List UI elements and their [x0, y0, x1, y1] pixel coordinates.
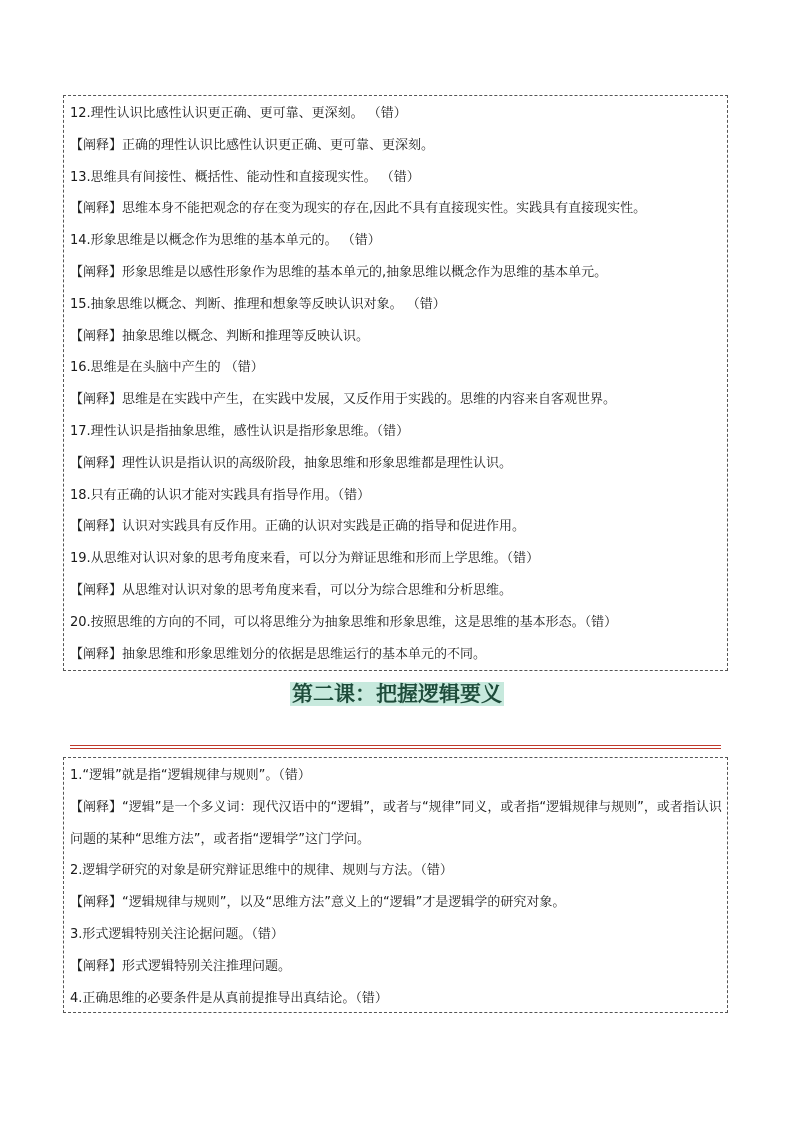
item-12: 12.理性认识比感性认识更正确、更可靠、更深刻。 （错）: [70, 106, 407, 121]
item-15: 15.抽象思维以概念、判断、推理和想象等反映认识对象。 （错）: [70, 296, 446, 312]
explanation-18: 【阐释】认识对实践具有反作用。正确的认识对实践是正确的指导和促进作用。: [70, 519, 526, 535]
item-19: 19.从思维对认识对象的思考角度来看，可以分为辩证思维和形而上学思维。（错）: [70, 551, 540, 567]
item-1: 1.“逻辑”就是指“逻辑规律与规则”。（错）: [70, 768, 311, 783]
review-box-2: [63, 757, 728, 1013]
divider-line-bottom: [70, 748, 721, 749]
explanation-16: 【阐释】思维是在实践中产生，在实践中发展，又反作用于实践的。思维的内容来自客观世界。: [70, 392, 617, 408]
explanation-20: 【阐释】抽象思维和形象思维划分的依据是思维运行的基本单元的不同。: [70, 646, 487, 662]
item-4: 4.正确思维的必要条件是从真前提推导出真结论。（错）: [70, 990, 388, 1006]
explanation-19: 【阐释】从思维对认识对象的思考角度来看，可以分为综合思维和分析思维。: [70, 582, 513, 598]
item-20: 20.按照思维的方向的不同，可以将思维分为抽象思维和形象思维，这是思维的基本形态。（错）: [70, 614, 618, 630]
explanation-17: 【阐释】理性认识是指认识的高级阶段，抽象思维和形象思维都是理性认识。: [70, 455, 513, 471]
item-17: 17.理性认识是指抽象思维，感性认识是指形象思维。（错）: [70, 423, 410, 439]
explanation-15: 【阐释】抽象思维以概念、判断和推理等反映认识。: [70, 328, 370, 344]
item-2: 2.逻辑学研究的对象是研究辩证思维中的规律、规则与方法。（错）: [70, 863, 453, 879]
divider-line-top: [70, 745, 721, 746]
lesson-title-text: 第二课：把握逻辑要义: [292, 682, 502, 706]
lesson-title: [0, 676, 794, 712]
review-box-1: [63, 95, 728, 671]
item-14: 14.形象思维是以概念作为思维的基本单元的。 （错）: [70, 233, 381, 249]
explanation-2: 【阐释】“逻辑规律与规则”，以及“思维方法”意义上的“逻辑”才是逻辑学的研究对象。: [70, 895, 566, 911]
item-18: 18.只有正确的认识才能对实践具有指导作用。（错）: [70, 487, 371, 503]
explanation-1: 【阐释】“逻辑”是一个多义词：现代汉语中的“逻辑”，或者与“规律”同义，或者指“逻辑规律与规则”，或者指认识问题的某种“思维方法”，或者指“逻辑学”这门学问。: [70, 799, 722, 847]
explanation-14: 【阐释】形象思维是以感性形象作为思维的基本单元的,抽象思维以概念作为思维的基本单元。: [70, 264, 608, 280]
item-16: 16.思维是在头脑中产生的 （错）: [70, 360, 264, 376]
explanation-3: 【阐释】形式逻辑特别关注推理问题。: [70, 958, 292, 974]
item-3: 3.形式逻辑特别关注论据问题。（错）: [70, 926, 284, 942]
explanation-12: 【阐释】正确的理性认识比感性认识更正确、更可靠、更深刻。: [70, 137, 435, 153]
item-13: 13.思维具有间接性、概括性、能动性和直接现实性。 （错）: [70, 169, 420, 185]
explanation-13: 【阐释】思维本身不能把观念的存在变为现实的存在,因此不具有直接现实性。实践具有直接现实性。: [70, 201, 647, 217]
